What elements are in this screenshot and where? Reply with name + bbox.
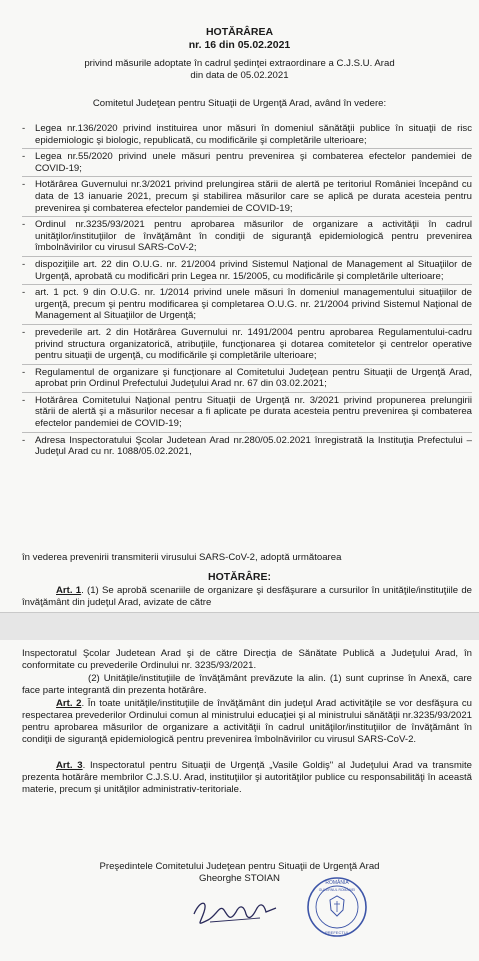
list-item: - prevederile art. 2 din Hotărârea Guvernului nr. 1491/2004 pentru aprobarea Regulamentului-cadru privind structura organizatorică, atribuţiile, funcţionarea şi dotarea comitetelor şi centrelor operative pentru situaţii de urgenţă, cu modificările şi completările ulterioare; [22,327,472,365]
signature-name: Gheorghe STOIAN [199,873,280,884]
article-1-paragraph-2: (2) Unităţile/instituţiile de învăţământ prevăzute la alin. (1) sunt cuprinse în Anexă, care face parte integrantă din prezenta hotărâre. [22,673,472,696]
stamp-text-bottom: PREFECTUL [325,930,349,935]
subtitle-line-2: din data de 05.02.2021 [190,70,289,81]
article-3 [22,760,472,796]
list-item: - Regulamentul de organizare şi funcţionare al Comitetului Judeţean pentru Situaţii de Urgenţă Arad, aprobat prin Ordinul Prefectului Judeţului Arad nr. 67 din 03.02.2021; [22,367,472,393]
article-3-text: . Inspectoratul pentru Situaţii de Urgenţă „Vasile Goldiş" al Judeţului Arad va transmite prezenta hotărâre membrilor C.J.S.U. Arad, instituţiilor şi autorităţilor publice cu responsabilităţi în această materie, precum şi unităţilor administrativ-teritoriale. [22,760,472,795]
list-item: - Ordinul nr.3235/93/2021 pentru aprobarea măsurilor de organizare a activităţii în cadrul unităţilor/instituţiilor de învăţământ în condiţii de siguranţă epidemiologică pentru prevenirea îmbolnăvirilor cu virusul SARS-CoV-2; [22,219,472,257]
document-number: nr. 16 din 05.02.2021 [188,39,291,51]
stamp-text-top: ROMÂNIA [325,880,349,886]
list-item: - art. 1 pct. 9 din O.U.G. nr. 1/2014 privind unele măsuri în domeniul managementului situaţiilor de urgenţă, precum şi pentru modificarea şi completarea O.U.G. nr. 21/2004 privind Sistemul Naţional de Management al Situaţiilor de Urgenţă; [22,287,472,325]
list-item: - Legea nr.55/2020 privind unele măsuri pentru prevenirea şi combaterea efectelor pandemiei de COVID-19; [22,151,472,177]
list-item: - Legea nr.136/2020 privind instituirea unor măsuri în domeniul sănătăţii publice în situaţii de risc epidemiologic şi biologic, republicată, cu modificările şi completările ulterioare; [22,123,472,149]
handwritten-signature [190,892,280,932]
document-title: HOTĂRÂREA [205,26,274,38]
section-title: HOTĂRÂRE: [208,571,271,583]
considerations-list [22,123,472,462]
subtitle-line-1: privind măsurile adoptate în cadrul şedinţei extraordinare a C.J.S.U. Arad [84,58,395,69]
article-2-label: Art. 2 [56,698,82,709]
page-break [0,613,479,640]
official-stamp [306,876,368,938]
signature-role: Preşedintele Comitetului Judeţean pentru Situaţii de Urgenţă Arad [99,861,380,872]
article-3-label: Art. 3 [56,760,83,771]
article-1-label: Art. 1 [56,585,82,596]
article-1-continued: Inspectoratul Şcolar Judetean Arad şi de către Direcţia de Sănătate Publică a Judeţului Arad, în conformitate cu prevederile Ordinului nr. 3235/93/2021. [22,648,472,671]
article-2-text: . În toate unităţile/instituţiile de învăţământ din judeţul Arad activităţile se vor desfăşura cu respectarea prevederilor Ordinului comun al ministrului educaţiei şi al ministrului sănătăţii nr.3235/93/2021 pentru aprobarea măsurilor de organizare a activităţii în cadrul unităţilor/instituţiilor de învăţământ în condiţii de siguranţă epidemiologică pentru prevenirea îmbolnăvirilor cu virusul SARS-CoV-2. [22,698,472,745]
adopt-line: în vederea prevenirii transmiterii virusului SARS-CoV-2, adoptă următoarea [22,552,342,563]
stamp-text-inner: GUVERNUL ROMÂNIEI [318,888,356,892]
article-1-text: . (1) Se aprobă scenariile de organizare şi desfăşurare a cursurilor în unităţile/instituţiile de învăţământ din judeţul Arad, avizate de către [22,585,472,608]
intro-text: Comitetul Judeţean pentru Situaţii de Urgenţă Arad, având în vedere: [92,98,387,109]
list-item: - Hotărârea Guvernului nr.3/2021 privind prelungirea stării de alertă pe teritoriul României începând cu data de 13 ianuarie 2021, precum şi stabilirea măsurilor care se aplică pe durata acesteia pentru prevenirea şi combaterea efectelor pandemiei de COVID-19; [22,179,472,217]
list-item: - dispoziţiile art. 22 din O.U.G. nr. 21/2004 privind Sistemul Naţional de Management al Situaţiilor de Urgenţă, aprobată cu modificări prin Legea nr. 15/2005, cu modificările şi completările ulterioare; [22,259,472,285]
list-item: - Adresa Inspectoratului Şcolar Judetean Arad nr.280/05.02.2021 înregistrată la Instituţia Prefectului – Judeţul Arad cu nr. 1088/05.02.2021, [22,435,472,460]
list-item: - Hotărârea Comitetului Naţional pentru Situaţii de Urgenţă nr. 3/2021 privind propunerea prelungirii stării de alertă şi a măsurilor necesar a fi aplicate pe durata acesteia pentru prevenirea şi combaterea efectelor pandemiei de COVID-19; [22,395,472,433]
article-2 [22,698,472,746]
article-1-start [22,585,472,609]
